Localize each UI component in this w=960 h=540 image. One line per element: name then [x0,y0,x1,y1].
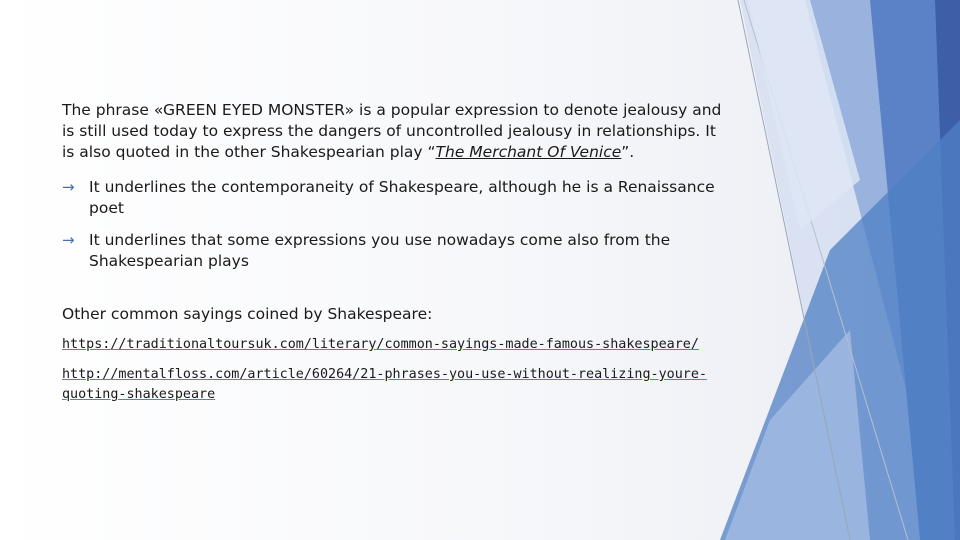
link-traditionaltours[interactable]: https://traditionaltoursuk.com/literary/common-sayings-made-famous-shakespeare/ [62,337,699,352]
bullet-text: It underlines the contemporaneity of Shakespeare, although he is a Renaissance poet [89,178,715,217]
bullet-item [62,230,732,272]
intro-paragraph [62,100,732,163]
bullet-item [62,177,732,219]
arrow-right-icon: → [62,178,75,196]
play-title: The Merchant Of Venice [435,143,622,161]
bullet-list [62,177,732,272]
sayings-heading: Other common sayings coined by Shakespeare: [62,305,433,323]
arrow-right-icon: → [62,231,75,249]
intro-text: The phrase «GREEN EYED MONSTER» is a popular expression to denote jealousy and is still used today to express the dangers of uncontrolled jealousy in relationships. It is also quoted in the other Shakespearian play “ [62,101,722,161]
slide-content [62,100,732,405]
link-mentalfloss[interactable]: http://mentalfloss.com/article/60264/21-phrases-you-use-without-realizing-youre-quoting-shakespeare [62,367,707,402]
bullet-text: It underlines that some expressions you use nowadays come also from the Shakespearian plays [89,231,671,270]
intro-closing: ”. [621,143,635,161]
